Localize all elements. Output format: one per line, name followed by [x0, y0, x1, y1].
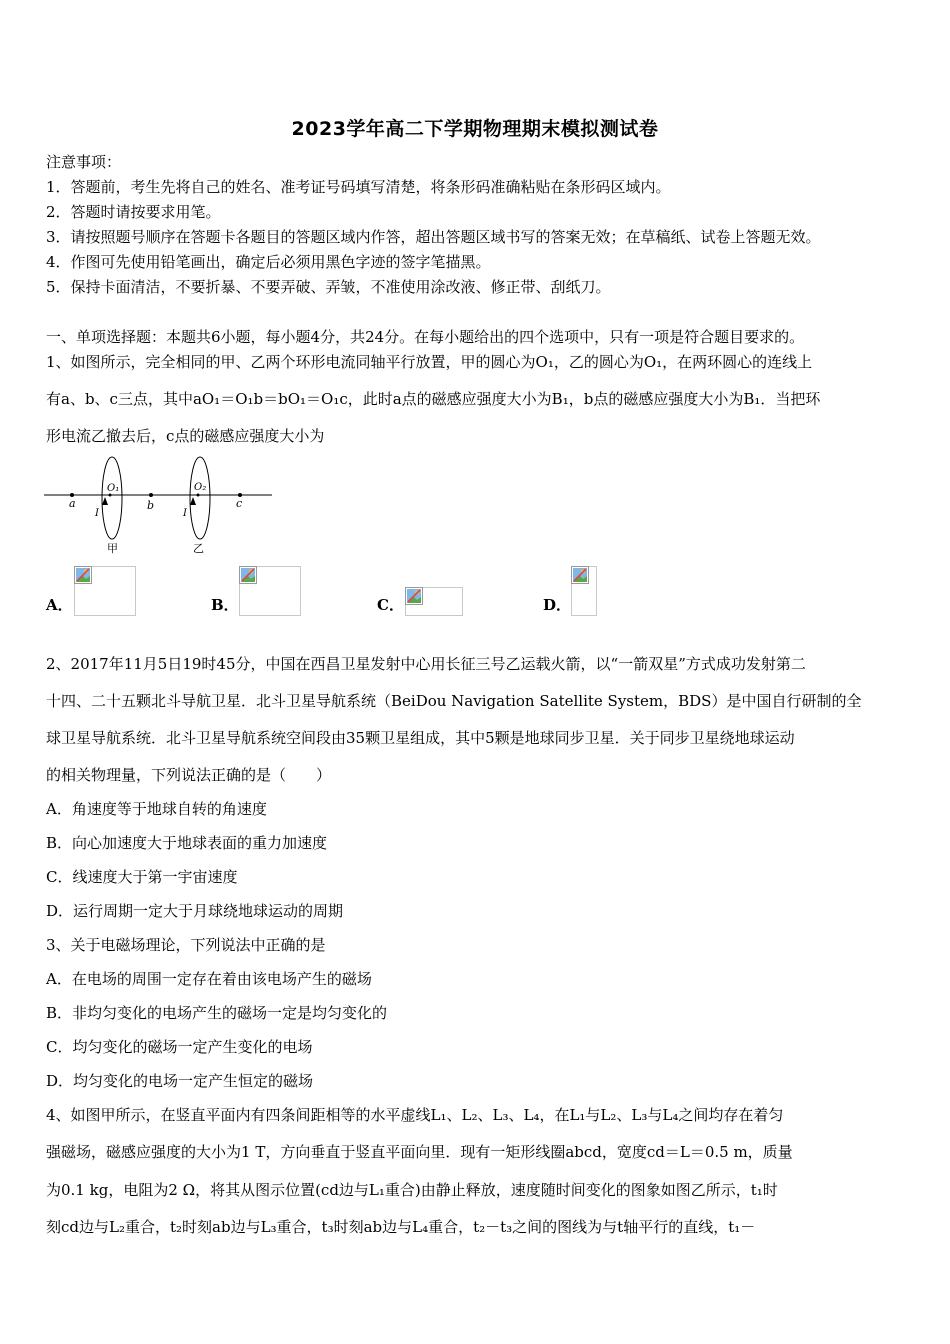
- q1-stem-line: 有a、b、c三点，其中aO₁＝O₁b＝bO₁＝O₁c，此时a点的磁感应强度大小为B₁，b点的磁感应强度大小为B₁．当把环: [46, 390, 821, 408]
- option-b-label: B．: [211, 596, 239, 614]
- point-b: [149, 493, 153, 497]
- center-o2: [197, 494, 200, 497]
- broken-image-icon: [74, 566, 92, 584]
- notice-item: 5．保持卡面清洁，不要折暴、不要弄破、弄皱，不准使用涂改液、修正带、刮纸刀。: [46, 278, 611, 296]
- option-d-image[interactable]: [571, 566, 597, 616]
- q2-stem-line: 2、2017年11月5日19时45分，中国在西昌卫星发射中心用长征三号乙运载火箭，以“一箭双星”方式成功发射第二: [46, 655, 806, 673]
- page-title: 2023学年高二下学期物理期末模拟测试卷: [291, 118, 659, 140]
- q4-stem-line: 刻cd边与L₂重合，t₂时刻ab边与L₃重合，t₃时刻ab边与L₄重合，t₂－t₃之间的图线为与t轴平行的直线，t₁－: [46, 1218, 756, 1236]
- q2-option: D．运行周期一定大于月球绕地球运动的周期: [46, 902, 344, 920]
- label-current: I: [95, 508, 99, 519]
- option-b-image[interactable]: [239, 566, 301, 616]
- current-arrow-icon: [190, 497, 196, 505]
- q4-stem-line: 强磁场，磁感应强度的大小为1 T，方向垂直于竖直平面向里．现有一矩形线圈abcd，宽度cd＝L＝0.5 m，质量: [46, 1143, 793, 1161]
- broken-image-icon: [571, 566, 589, 584]
- option-c-label: C．: [377, 596, 404, 614]
- label-current: I: [183, 508, 187, 519]
- option-a-image[interactable]: [74, 566, 136, 616]
- option-d-label: D．: [543, 596, 572, 614]
- label-o1: O₁: [107, 483, 120, 494]
- q4-stem-line: 为0.1 kg，电阻为2 Ω，将其从图示位置(cd边与L₁重合)由静止释放，速度随时间变化的图象如图乙所示，t₁时: [46, 1181, 778, 1199]
- current-arrow-icon: [102, 497, 108, 505]
- notice-item: 3．请按照题号顺序在答题卡各题目的答题区域内作答，超出答题区域书写的答案无效；在草稿纸、试卷上答题无效。: [46, 228, 821, 246]
- label-c: c: [236, 497, 243, 510]
- notice-item: 1．答题前，考生先将自己的姓名、准考证号码填写清楚，将条形码准确粘贴在条形码区域内。: [46, 178, 671, 196]
- label-o2: O₂: [194, 482, 207, 493]
- q2-option: C．线速度大于第一宇宙速度: [46, 868, 238, 886]
- q2-stem-line: 的相关物理量，下列说法正确的是（ ）: [46, 766, 332, 784]
- q2-option: B．向心加速度大于地球表面的重力加速度: [46, 834, 328, 852]
- label-a: a: [69, 497, 76, 510]
- broken-image-icon: [405, 587, 423, 605]
- notice-heading: 注意事项：: [46, 153, 122, 171]
- q1-stem-line: 形电流乙撤去后，c点的磁感应强度大小为: [46, 427, 325, 445]
- section-heading: 一、单项选择题：本题共6小题，每小题4分，共24分。在每小题给出的四个选项中，只有一项是符合题目要求的。: [46, 328, 805, 346]
- q3-option: B．非均匀变化的电场产生的磁场一定是均匀变化的: [46, 1004, 388, 1022]
- label-b: b: [147, 499, 155, 512]
- q3-option: C．均匀变化的磁场一定产生变化的电场: [46, 1038, 313, 1056]
- q3-option: D．均匀变化的电场一定产生恒定的磁场: [46, 1072, 314, 1090]
- q3-stem: 3、关于电磁场理论，下列说法中正确的是: [46, 936, 326, 954]
- option-c-image[interactable]: [405, 587, 463, 616]
- label-yi: 乙: [193, 542, 204, 555]
- q3-option: A．在电场的周围一定存在着由该电场产生的磁场: [46, 970, 372, 988]
- q2-stem-line: 十四、二十五颗北斗导航卫星．北斗卫星导航系统（BeiDou Navigation Satellite System，BDS）是中国自行研制的全: [46, 692, 862, 710]
- notice-item: 2．答题时请按要求用笔。: [46, 203, 221, 221]
- q1-figure: [44, 455, 274, 560]
- q1-stem-line: 1、如图所示，完全相同的甲、乙两个环形电流同轴平行放置，甲的圆心为O₁，乙的圆心为O₁，在两环圆心的连线上: [46, 353, 813, 371]
- notice-item: 4．作图可先使用铅笔画出，确定后必须用黑色字迹的签字笔描黑。: [46, 253, 491, 271]
- label-jia: 甲: [107, 542, 118, 555]
- q4-stem-line: 4、如图甲所示，在竖直平面内有四条间距相等的水平虚线L₁、L₂、L₃、L₄，在L₁与L₂、L₃与L₄之间均存在着匀: [46, 1106, 784, 1124]
- q2-option: A．角速度等于地球自转的角速度: [46, 800, 267, 818]
- option-a-label: A．: [46, 596, 73, 614]
- q2-stem-line: 球卫星导航系统．北斗卫星导航系统空间段由35颗卫星组成，其中5颗是地球同步卫星．关于同步卫星绕地球运动: [46, 729, 795, 747]
- broken-image-icon: [239, 566, 257, 584]
